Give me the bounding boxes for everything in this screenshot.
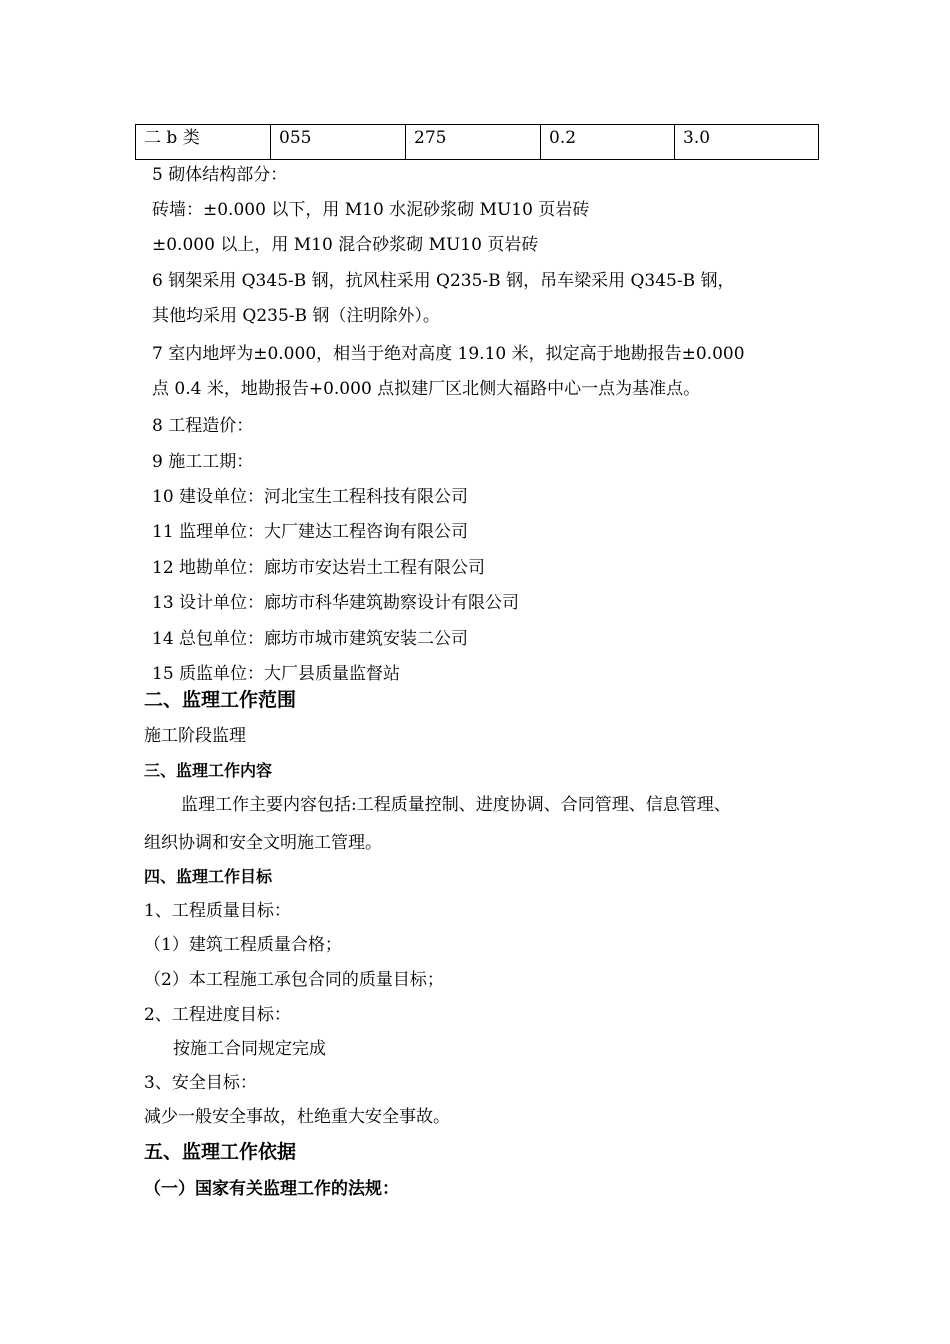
text-line: 5 砌体结构部分： xyxy=(152,165,288,185)
text-line: 13 设计单位：廊坊市科华建筑勘察设计有限公司 xyxy=(152,593,520,613)
subsection-heading: （一）国家有关监理工作的法规： xyxy=(144,1179,399,1199)
section-heading: 三、监理工作内容 xyxy=(144,761,273,780)
section-body: 组织协调和安全文明施工管理。 xyxy=(144,833,382,853)
list-item: 减少一般安全事故，杜绝重大安全事故。 xyxy=(144,1107,450,1127)
table-cell: 275 xyxy=(406,125,541,160)
list-item: 按施工合同规定完成 xyxy=(173,1039,326,1059)
list-item: 2、工程进度目标： xyxy=(144,1005,291,1025)
list-item: （1）建筑工程质量合格； xyxy=(144,935,342,955)
text-line: 15 质监单位：大厂县质量监督站 xyxy=(152,664,401,684)
table-cell: 3.0 xyxy=(675,125,819,160)
text-line: ±0.000 以上，用 M10 混合砂浆砌 MU10 页岩砖 xyxy=(152,235,539,255)
text-line: 14 总包单位：廊坊市城市建筑安装二公司 xyxy=(152,629,469,649)
text-line: 10 建设单位：河北宝生工程科技有限公司 xyxy=(152,487,469,507)
section-heading: 二、监理工作范围 xyxy=(144,689,297,711)
text-line: 12 地勘单位：廊坊市安达岩土工程有限公司 xyxy=(152,558,486,578)
list-item: （2）本工程施工承包合同的质量目标； xyxy=(144,970,444,990)
text-line: 11 监理单位：大厂建达工程咨询有限公司 xyxy=(152,522,469,542)
text-line: 其他均采用 Q235-B 钢（注明除外）。 xyxy=(152,306,440,326)
text-line: 砖墙：±0.000 以下，用 M10 水泥砂浆砌 MU10 页岩砖 xyxy=(152,200,590,220)
list-item: 3、安全目标： xyxy=(144,1073,257,1093)
section-body: 施工阶段监理 xyxy=(144,726,246,746)
table-cell: 二 b 类 xyxy=(136,125,271,160)
section-body: 监理工作主要内容包括:工程质量控制、进度协调、合同管理、信息管理、 xyxy=(181,795,731,815)
table-cell: 055 xyxy=(271,125,406,160)
table-cell: 0.2 xyxy=(541,125,675,160)
text-line: 6 钢架采用 Q345-B 钢，抗风柱采用 Q235-B 钢，吊车梁采用 Q345-B 钢， xyxy=(152,271,735,291)
text-line: 点 0.4 米，地勘报告+0.000 点拟建厂区北侧大福路中心一点为基准点。 xyxy=(152,379,701,399)
text-line: 7 室内地坪为±0.000，相当于绝对高度 19.10 米，拟定高于地勘报告±0.000 xyxy=(152,344,745,364)
list-item: 1、工程质量目标： xyxy=(144,901,291,921)
table-row xyxy=(136,125,819,160)
section-heading: 五、监理工作依据 xyxy=(144,1141,297,1163)
spec-table xyxy=(135,124,819,160)
text-line: 9 施工工期： xyxy=(152,452,254,472)
section-heading: 四、监理工作目标 xyxy=(144,867,273,886)
text-line: 8 工程造价： xyxy=(152,416,254,436)
